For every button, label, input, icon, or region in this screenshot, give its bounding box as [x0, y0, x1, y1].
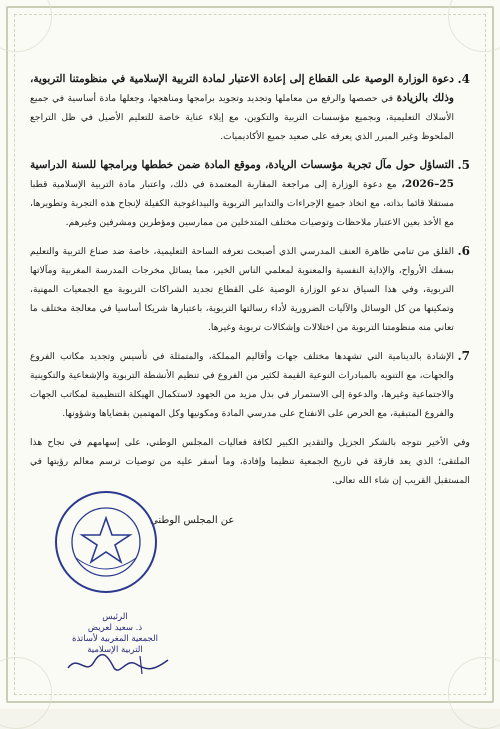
signoff-text: عن المجلس الوطني — [150, 515, 235, 526]
star-icon — [82, 518, 130, 562]
item-lead: التساؤل حول مآل تجربة مؤسسات الريادة، وموقع المادة ضمن خططها وبرامجها للسنة الدراسية 25–2026، — [30, 159, 454, 190]
item-text — [30, 70, 454, 146]
item-number: 6. — [457, 244, 470, 258]
item-number: 4. — [457, 72, 470, 86]
recommendation-item-4 — [30, 70, 470, 146]
recommendation-item-6 — [30, 242, 470, 337]
recommendations-body — [30, 70, 470, 490]
item-text — [30, 347, 454, 423]
recommendation-item-7 — [30, 347, 470, 423]
closing-paragraph: وفي الأخير نتوجه بالشكر الجزيل والتقدير الكبير لكافة فعاليات المجلس الوطني، على إسهامهم في نجاح هذا الملتقى؛ الذي يعد فارقة في تاريخ الجمعية تنظيما وإفادة، وما أسفر عليه من توصيات ترسم معالم رؤيتها في المستقبل القريب إن شاء الله تعالى. — [30, 437, 470, 486]
handwritten-signature — [64, 650, 174, 678]
item-body: في حصصها والرفع من معاملها وتجديد وتجويد برامجها ومناهجها، وجعلها مادة أساسية في جميع الأسلاك التعليمية، وبجميع مؤسسات التربية والتكوين، مع إيلاء عناية خاصة للتعليم الأصيل في ظل التراجع الملحوظ وغير المبرر الذي يعرفه على صعيد جميع الأكاديميات. — [30, 93, 454, 142]
item-body: مع دعوة الوزارة إلى مراجعة المقاربة المعتمدة في ذلك، واعتبار مادة التربية الإسلامية قطبا مستقلا قائما بذاته، مع اتخاذ جميع الإجراءات والتدابير التربوية والبيداغوجية الكفيلة لإنجاح هذه التجربة وتطويرها، مع الأخذ بعين الاعتبار ملاحظات وتوصيات مختلف المتدخلين من ممارسين ومؤطرين ومشرفين وغيرهم. — [30, 179, 454, 228]
item-number: 5. — [457, 158, 470, 172]
item-lead: دعوة الوزارة الوصية على القطاع إلى إعادة الاعتبار لمادة التربية الإسلامية في منظومتنا التربوية، وذلك بالزيادة — [30, 73, 454, 104]
stamp-line: التربية الإسلامية — [87, 645, 143, 655]
item-body: الإشادة بالدينامية التي تشهدها مختلف جهات وأقاليم المملكة، والمتمثلة في تأسيس وتجديد مكاتب الفروع والجهات، مع التنويه بالمبادرات النوعية القيمة لكثير من الفروع في تنظيم الأنشطة التربوية والإشعاعية والتكوينية والاجتماعية وغيرها، والدعوة إلى الاستمرار في بذل مزيد من الجهود لاستكمال الهيكلة التنظيمية لمكاتب الجهات والفروع المتبقية، مع الحرص على الانفتاح على مدرسي المادة ومكونيها وكل المهتمين بقضاياها وشؤونها. — [30, 351, 454, 419]
recommendation-item-5 — [30, 156, 470, 232]
stamp-line: ذ. سعيد لعريض — [87, 623, 143, 633]
stamp-line: الرئيس — [102, 612, 128, 622]
item-number: 7. — [457, 349, 470, 363]
item-text — [30, 156, 454, 232]
official-stamp — [52, 488, 160, 596]
item-text — [30, 242, 454, 337]
item-body: القلق من تنامي ظاهرة العنف المدرسي الذي أصبحت تعرفه الساحة التعليمية، خاصة ضد صناع التربية والتعليم بسفك الأرواح، والإذاية النفسية والمعنوية لمعلمي الناس الخير، مما يسائل مخرجات المدرسة المغربية ومآلاتها التربوية، وفي هذا السياق ندعو الوزارة الوصية على القطاع تجديد الشراكات التربوية مع الجمعيات المهنية، وتمكينها من كل الوسائل والآليات الضرورية لأداء رسالتها التربوية، باعتبارها شريكا أساسيا في معالجة مختلف ما تعاني منه منظومتنا التربوية من اختلالات وإشكالات تربوية وغيرها. — [30, 246, 454, 333]
stamp-line: الجمعية المغربية لأساتذة — [72, 634, 158, 644]
